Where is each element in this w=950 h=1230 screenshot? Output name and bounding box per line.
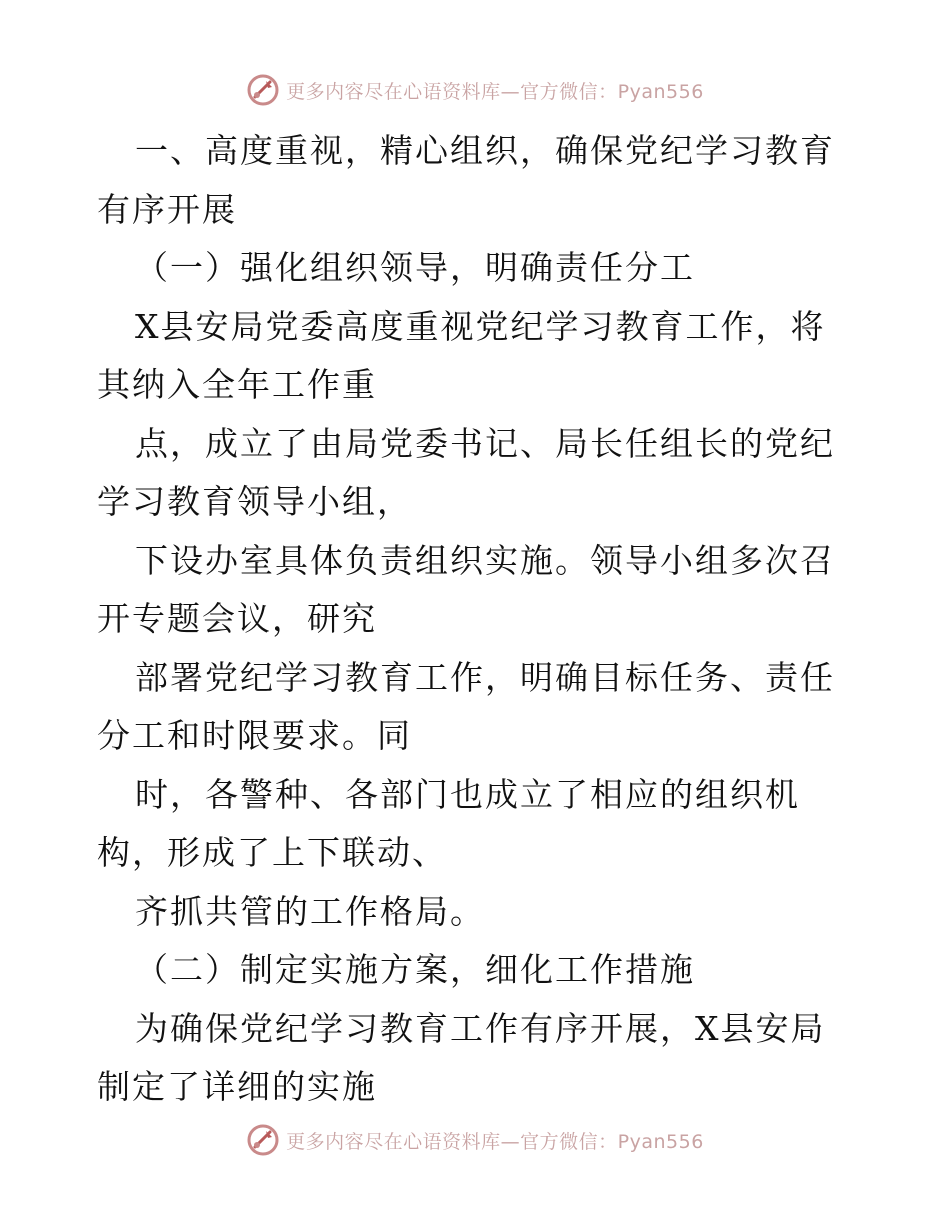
seal-logo-icon xyxy=(246,73,280,107)
section-heading: 一、高度重视，精心组织，确保党纪学习教育有序开展 xyxy=(97,131,835,229)
body-paragraph: 部署党纪学习教育工作，明确目标任务、责任分工和时限要求。同 xyxy=(97,657,835,755)
body-paragraph: 点，成立了由局党委书记、局长任组长的党纪学习教育领导小组， xyxy=(97,423,835,521)
subsection-heading: （一）强化组织领导，明确责任分工 xyxy=(135,248,695,287)
body-paragraph: 齐抓共管的工作格局。 xyxy=(135,891,485,931)
body-paragraph: 为确保党纪学习教育工作有序开展，X县安局制定了详细的实施 xyxy=(97,1008,826,1106)
body-paragraph: X县安局党委高度重视党纪学习教育工作，将其纳入全年工作重 xyxy=(97,306,826,404)
body-paragraph: 下设办室具体负责组织实施。领导小组多次召开专题会议，研究 xyxy=(97,540,835,638)
seal-logo-icon xyxy=(246,1123,280,1157)
body-paragraph: 时，各警种、各部门也成立了相应的组织机构，形成了上下联动、 xyxy=(97,774,800,872)
watermark-footer xyxy=(0,1120,950,1160)
watermark-header xyxy=(0,70,950,110)
watermark-text: 更多内容尽在心语资料库—官方微信：Pyan556 xyxy=(286,80,704,103)
watermark-text: 更多内容尽在心语资料库—官方微信：Pyan556 xyxy=(286,1130,704,1153)
subsection-heading: （二）制定实施方案，细化工作措施 xyxy=(135,950,695,989)
document-body xyxy=(97,122,857,1117)
